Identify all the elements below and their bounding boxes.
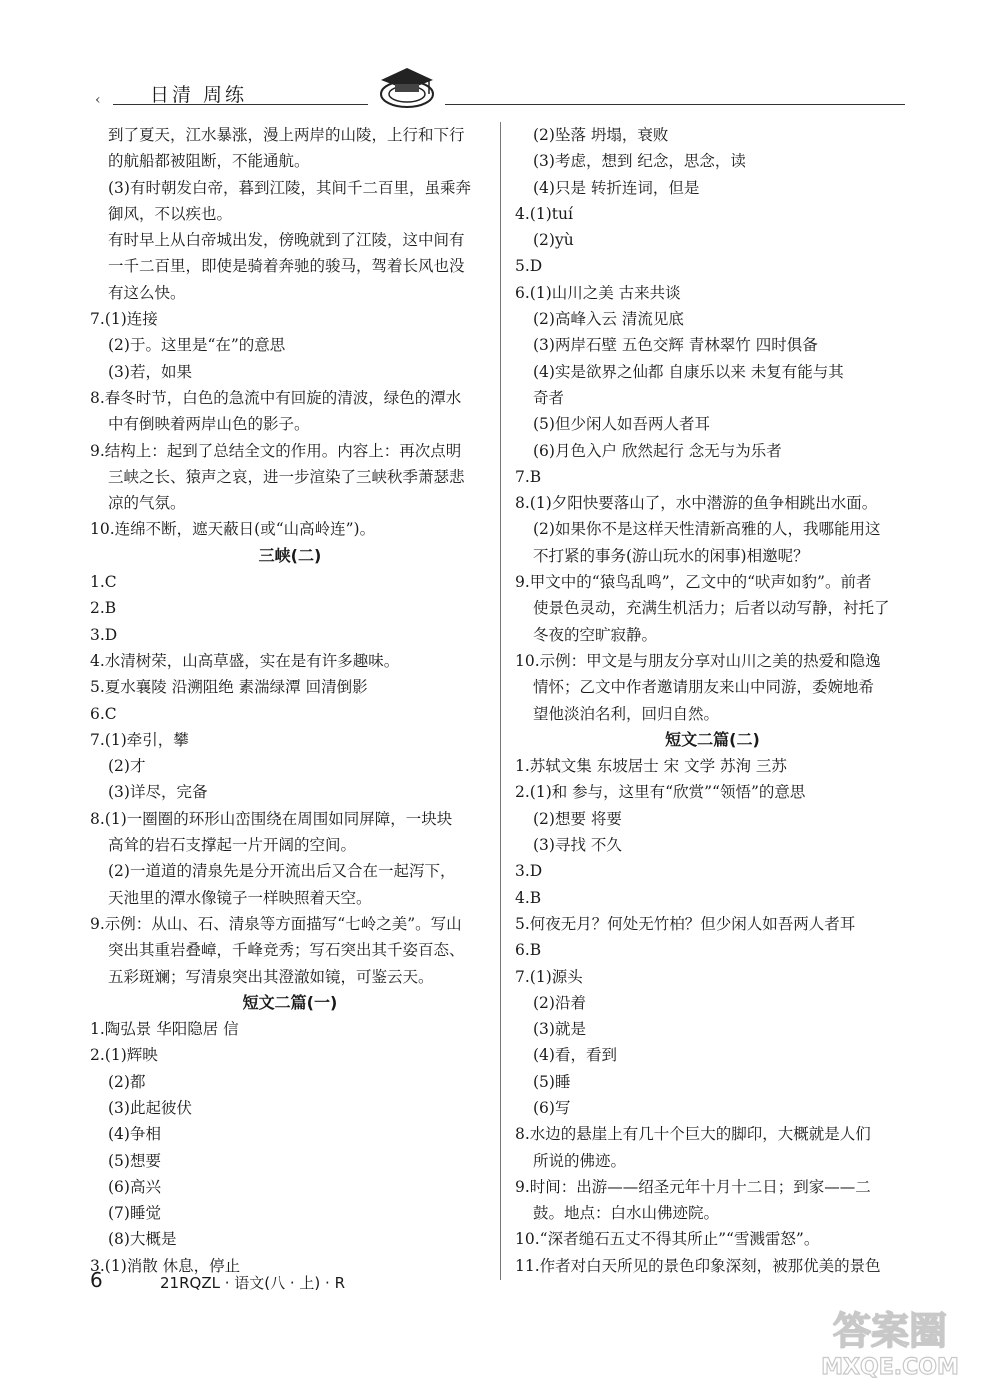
- section-heading: 三峡(二): [258, 545, 322, 565]
- answer-line: 4.(1)tuí: [515, 204, 573, 223]
- answer-line: 4.B: [515, 888, 542, 907]
- page-footer: [90, 1268, 910, 1308]
- answer-line: (3)若，如果: [108, 362, 192, 381]
- answer-line: 8.(1)一圈圈的环形山峦围绕在周围如同屏障，一块块: [90, 809, 453, 828]
- answer-line: 8.(1)夕阳快要落山了，水中潜游的鱼争相跳出水面。: [515, 494, 878, 513]
- book-code: 21RQZL · 语文(八 · 上) · R: [160, 1274, 345, 1292]
- answer-line: 7.(1)牵引，攀: [90, 730, 189, 749]
- answer-line: 不打紧的事务(游山玩水的闲事)相邀呢？: [533, 546, 809, 565]
- answer-line: (4)争相: [108, 1125, 161, 1144]
- answer-line: 9.示例：从山、石、清泉等方面描写“七岭之美”。写山: [90, 914, 462, 933]
- answer-line: (2)于。这里是“在”的意思: [108, 336, 286, 355]
- answer-line: 的航船都被阻断，不能通航。: [108, 152, 310, 171]
- answer-line: 7.(1)连接: [90, 310, 158, 329]
- answer-line: 6.B: [515, 941, 542, 960]
- answer-line: 御风，不以疾也。: [108, 204, 233, 223]
- answer-line: 5.D: [515, 257, 543, 276]
- watermark-logo: [800, 1300, 980, 1380]
- column-divider: [500, 122, 501, 1280]
- answer-line: (2)沿着: [533, 993, 586, 1012]
- answer-line: 奇者: [533, 388, 565, 407]
- answer-line: (2)一道道的清泉先是分开流出后又合在一起泻下，: [108, 862, 456, 881]
- answer-line: 中有倒映着两岸山色的影子。: [108, 415, 310, 434]
- answer-line: 9.结构上：起到了总结全文的作用。内容上：再次点明: [90, 441, 462, 460]
- answer-line: (6)写: [533, 1098, 571, 1117]
- answer-line: 三峡之长、猿声之哀，进一步渲染了三峡秋季萧瑟悲: [108, 467, 465, 486]
- answer-line: (2)如果你不是这样天性清新高雅的人，我哪能用这: [533, 520, 881, 539]
- section-heading: 短文二篇(二): [665, 729, 760, 749]
- answer-line: 2.B: [90, 599, 117, 618]
- section-heading: 短文二篇(一): [242, 992, 338, 1012]
- answer-line: 凉的气氛。: [108, 494, 186, 513]
- answer-line: (7)睡觉: [108, 1204, 161, 1223]
- answer-line: 有这么快。: [108, 283, 186, 302]
- answer-line: 3.D: [90, 625, 118, 644]
- answer-line: (3)考虑，想到 纪念，思念，读: [533, 152, 746, 171]
- answer-line: 五彩斑斓；写清泉突出其澄澈如镜，可鉴云天。: [108, 967, 434, 986]
- answer-line: (4)实是欲界之仙都 自康乐以来 未复有能与其: [533, 362, 844, 381]
- answer-line: 9.甲文中的“猿鸟乱鸣”，乙文中的“吠声如豹”。前者: [515, 573, 872, 592]
- page-header: [95, 62, 905, 112]
- answer-line: 10.示例：甲文是与朋友分享对山川之美的热爱和隐逸: [515, 651, 881, 670]
- right-answer-column: [515, 122, 910, 1279]
- answer-line: (2)yù: [533, 231, 574, 250]
- answer-line: 冬夜的空旷寂静。: [533, 625, 658, 644]
- graduation-cap-logo-icon: [377, 64, 437, 110]
- watermark-line2: MXQE.COM: [821, 1355, 959, 1380]
- answer-line: (5)睡: [533, 1072, 571, 1091]
- answer-line: 3.(1)消散 休息，停止: [90, 1256, 241, 1275]
- answer-line: 望他淡泊名利，回归自然。: [533, 704, 720, 723]
- answer-line: 8.水边的悬崖上有几十个巨大的脚印，大概就是人们: [515, 1125, 871, 1144]
- answer-line: 10.“深者缒石五丈不得其所止”“雪溅雷怒”。: [515, 1230, 820, 1249]
- answer-line: 7.B: [515, 467, 542, 486]
- answer-line: 10.连绵不断，遮天蔽日(或“山高岭连”)。: [90, 520, 376, 539]
- answer-line: 1.陶弘景 华阳隐居 信: [90, 1020, 239, 1039]
- answer-line: (6)高兴: [108, 1177, 161, 1196]
- answer-line: 6.(1)山川之美 古来共谈: [515, 283, 681, 302]
- answer-line: 有时早上从白帝城出发，傍晚就到了江陵，这中间有: [108, 231, 465, 250]
- answer-line: (5)想要: [108, 1151, 161, 1170]
- answer-line: 4.水清树荣，山高草盛，实在是有许多趣味。: [90, 651, 400, 670]
- answer-line: 3.D: [515, 862, 543, 881]
- answer-line: (3)详尽，完备: [108, 783, 208, 802]
- header-title: 日清 周练: [150, 84, 248, 106]
- answer-line: 所说的佛迹。: [533, 1151, 627, 1170]
- answer-line: 情怀；乙文中作者邀请朋友来山中同游，委婉地希: [533, 678, 875, 697]
- answer-line: 2.(1)和 参与，这里有“欣赏”“领悟”的意思: [515, 783, 806, 802]
- answer-line: 鼓。地点：白水山佛迹院。: [533, 1204, 720, 1223]
- answer-line: 突出其重岩叠嶂，千峰竞秀；写石突出其千姿百态、: [108, 941, 465, 960]
- answer-line: 8.春冬时节，白色的急流中有回旋的清波，绿色的潭水: [90, 388, 462, 407]
- answer-line: (3)寻找 不久: [533, 836, 622, 855]
- header-arrow-icon: ‹: [95, 92, 101, 108]
- answer-line: (3)有时朝发白帝，暮到江陵，其间千二百里，虽乘奔: [108, 178, 471, 197]
- answer-line: (4)看，看到: [533, 1046, 617, 1065]
- answer-line: (3)两岸石壁 五色交辉 青林翠竹 四时俱备: [533, 336, 818, 355]
- answer-line: (3)此起彼伏: [108, 1098, 192, 1117]
- watermark-line1: 答案圈: [832, 1309, 948, 1353]
- answer-line: 使景色灵动，充满生机活力；后者以动写静，衬托了: [533, 599, 890, 618]
- answer-line: (5)但少闲人如吾两人者耳: [533, 415, 710, 434]
- answer-line: 5.夏水襄陵 沿溯阻绝 素湍绿潭 回清倒影: [90, 678, 368, 697]
- answer-line: 6.C: [90, 704, 117, 723]
- answer-line: 7.(1)源头: [515, 967, 583, 986]
- answer-line: (2)高峰入云 清流见底: [533, 310, 684, 329]
- page-number: 6: [90, 1268, 103, 1292]
- header-rule-left: [113, 104, 368, 105]
- answer-line: (2)坠落 坍塌，衰败: [533, 126, 669, 144]
- answer-line: 到了夏天，江水暴涨，漫上两岸的山陵，上行和下行: [108, 126, 465, 144]
- answer-line: 1.C: [90, 573, 117, 592]
- answer-line: 5.何夜无月？何处无竹柏？但少闲人如吾两人者耳: [515, 914, 856, 933]
- answer-line: 高耸的岩石支撑起一片开阔的空间。: [108, 836, 357, 855]
- answer-line: 11.作者对白天所见的景色印象深刻，被那优美的景色: [515, 1256, 881, 1275]
- answer-line: (8)大概是: [108, 1230, 177, 1249]
- answer-line: 9.时间：出游——绍圣元年十月十二日；到家——二: [515, 1177, 871, 1196]
- answer-line: 一千二百里，即使是骑着奔驰的骏马，驾着长风也没: [108, 257, 465, 276]
- header-rule-right: [445, 104, 905, 105]
- answer-line: (4)只是 转折连词，但是: [533, 178, 700, 197]
- left-answer-column: [90, 122, 490, 1279]
- answer-line: (2)都: [108, 1072, 146, 1091]
- answer-line: (2)想要 将要: [533, 809, 622, 828]
- answer-line: 1.苏轼文集 东坡居士 宋 文学 苏洵 三苏: [515, 757, 787, 776]
- answer-line: 2.(1)辉映: [90, 1046, 158, 1065]
- answer-line: 天池里的潭水像镜子一样映照着天空。: [108, 888, 372, 907]
- answer-line: (6)月色入户 欣然起行 念无与为乐者: [533, 441, 782, 460]
- answer-line: (2)才: [108, 757, 146, 776]
- answer-line: (3)就是: [533, 1020, 586, 1039]
